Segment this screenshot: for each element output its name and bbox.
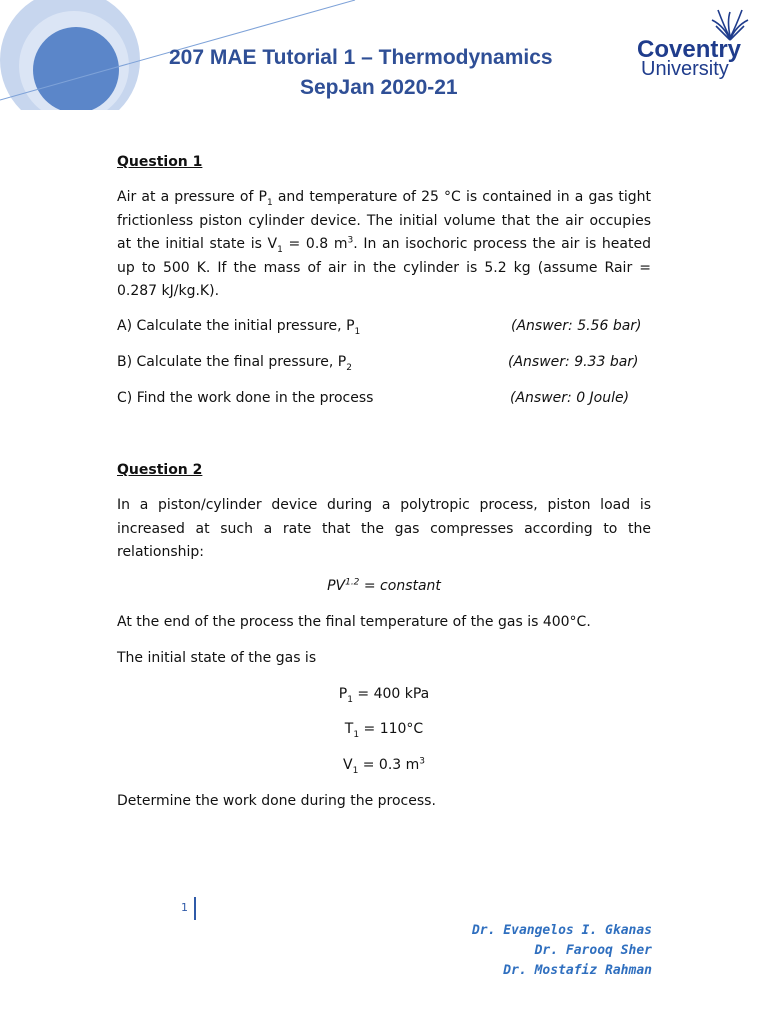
page-title-line2: SepJan 2020-21 — [300, 76, 458, 99]
logo-word-coventry: Coventry — [637, 36, 742, 63]
logo-word-university: University — [641, 58, 729, 80]
initial-state-text: The initial state of the gas is — [117, 650, 317, 666]
q1-part-a: A) Calculate the initial pressure, $P_1$ — [117, 318, 361, 337]
task-text: Determine the work done during the process. — [117, 793, 436, 809]
author-2: Dr. Farooq Sher — [534, 943, 652, 958]
q1-part-a-answer: (Answer: 5.56 bar) — [511, 318, 642, 334]
question-2-heading: Question 2 — [117, 462, 203, 478]
page-title-line1: 207 MAE Tutorial 1 – Thermodynamics — [169, 46, 553, 69]
polytropic-equation: $PV^{1.2}$ = constant — [327, 577, 441, 594]
q1-part-c: C) Find the work done in the process — [117, 390, 374, 406]
question-2-paragraph: In a piston/cylinder device during a polytropic process, piston load is increased at such a rate that the gas compresses according to the relationship: — [117, 497, 651, 560]
question-1-paragraph: Air at a pressure of $P_1$ and temperature of 25 °C is contained in a gas tight frictionless piston cylinder device. The initial volume that the air occupies at the initial state is $V_1 = 0.8$ $m^3$. In an isochoric process the air is heated up to 500 K. If the mass of air in the cylinder is 5.2 kg (assume Rair = 0.287 kJ/kg.K). — [117, 189, 651, 299]
author-3: Dr. Mostafiz Rahman — [503, 963, 652, 978]
initial-temperature: $T_1 = 110^\circ C$ — [344, 721, 424, 740]
q1-part-b-answer: (Answer: 9.33 bar) — [508, 354, 639, 370]
final-temperature-text: At the end of the process the final temperature of the gas is 400°C. — [117, 614, 591, 630]
q1-part-c-answer: (Answer: 0 Joule) — [510, 390, 630, 406]
page-number: 1 — [181, 901, 188, 914]
q1-part-b: B) Calculate the final pressure, $P_2$ — [117, 354, 352, 373]
initial-volume: $V_1 = 0.3$ $m^3$ — [342, 756, 426, 776]
author-1: Dr. Evangelos I. Gkanas — [471, 923, 652, 938]
page-number-bar — [194, 897, 196, 920]
initial-pressure: $P_1 = 400$ kPa — [338, 686, 430, 705]
question-1-heading: Question 1 — [117, 154, 203, 170]
